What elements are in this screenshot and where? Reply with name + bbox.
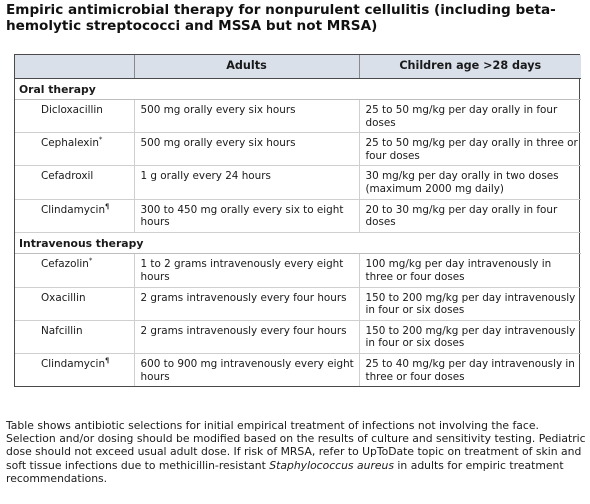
child-dose: 30 mg/kg per day orally in two doses (maximum 2000 mg daily)	[359, 166, 581, 199]
adult-dose: 2 grams intravenously every four hours	[134, 287, 359, 320]
drug-name-cell	[15, 254, 134, 287]
drug-name: Clindamycin	[41, 358, 106, 370]
child-dose: 25 to 50 mg/kg per day orally in three or four doses	[359, 133, 581, 166]
drug-name: Nafcillin	[41, 324, 83, 337]
footnote-mark: *	[98, 135, 103, 144]
footnote-text: Table shows antibiotic selections for initial empirical treatment of infections not involving the face. Selection and/or dosing should be modified based on the results of culture and sensitivity testing. Pediatric dose should not exceed usual adult dose. If risk of MRSA, refer to UpToDate topic on treatment of skin and soft tissue infections due to methicillin-resistant	[6, 419, 586, 472]
table-row	[15, 133, 581, 166]
drug-name-cell	[15, 133, 134, 166]
adult-dose: 500 mg orally every six hours	[134, 133, 359, 166]
footnote-italic: Staphylococcus aureus	[269, 458, 394, 472]
header-children: Children age >28 days	[359, 55, 581, 78]
table-row	[15, 100, 581, 133]
header-adults: Adults	[134, 55, 359, 78]
drug-name: Clindamycin	[41, 203, 106, 216]
section-heading: Intravenous therapy	[15, 232, 581, 254]
table-row	[15, 254, 581, 287]
header-drug	[15, 55, 134, 78]
table-row	[15, 320, 581, 353]
table-header-row	[15, 55, 581, 78]
table-row	[15, 354, 581, 387]
drug-name: Cefadroxil	[41, 170, 94, 183]
adult-dose: 600 to 900 mg intravenously every eight hours	[134, 354, 359, 387]
drug-name-cell	[15, 100, 134, 133]
drug-name-cell	[15, 320, 134, 353]
adult-dose: 300 to 450 mg orally every six to eight hours	[134, 199, 359, 232]
drug-name-cell	[15, 354, 134, 387]
child-dose: 150 to 200 mg/kg per day intravenously in four or six doses	[359, 320, 581, 353]
table-row	[15, 199, 581, 232]
drug-name: Cephalexin	[41, 137, 99, 150]
footnote-mark: *	[88, 256, 93, 265]
adult-dose: 2 grams intravenously every four hours	[134, 320, 359, 353]
adult-dose: 500 mg orally every six hours	[134, 100, 359, 133]
table-body	[15, 78, 581, 386]
table-footnote	[6, 419, 586, 485]
drug-name-cell	[15, 166, 134, 199]
antimicrobial-table	[15, 55, 581, 386]
drug-name: Oxacillin	[41, 291, 86, 304]
child-dose: 100 mg/kg per day intravenously in three or four doses	[359, 254, 581, 287]
section-row	[15, 232, 581, 254]
drug-name-cell	[15, 287, 134, 320]
drug-name: Cefazolin	[41, 258, 89, 271]
child-dose: 150 to 200 mg/kg per day intravenously in four or six doses	[359, 287, 581, 320]
child-dose: 25 to 40 mg/kg per day intravenously in three or four doses	[365, 358, 575, 383]
section-row	[15, 78, 581, 100]
adult-dose: 1 g orally every 24 hours	[134, 166, 359, 199]
drug-name: Dicloxacillin	[41, 104, 103, 117]
adult-dose: 1 to 2 grams intravenously every eight hours	[134, 254, 359, 287]
section-heading: Oral therapy	[15, 78, 581, 100]
antimicrobial-table-container	[14, 54, 580, 387]
table-row	[15, 287, 581, 320]
footnote-mark: ¶	[105, 202, 110, 211]
drug-name-cell	[15, 199, 134, 232]
footnote-mark: ¶	[105, 356, 110, 365]
footnote-text-end: in adults for empiric treatment recommendations.	[6, 458, 564, 485]
table-row	[15, 166, 581, 199]
child-dose: 25 to 50 mg/kg per day orally in four doses	[359, 100, 581, 133]
child-dose: 20 to 30 mg/kg per day orally in four doses	[359, 199, 581, 232]
table-title: Empiric antimicrobial therapy for nonpurulent cellulitis (including beta-hemolytic streptococci and MSSA but not MRSA)	[6, 2, 556, 34]
